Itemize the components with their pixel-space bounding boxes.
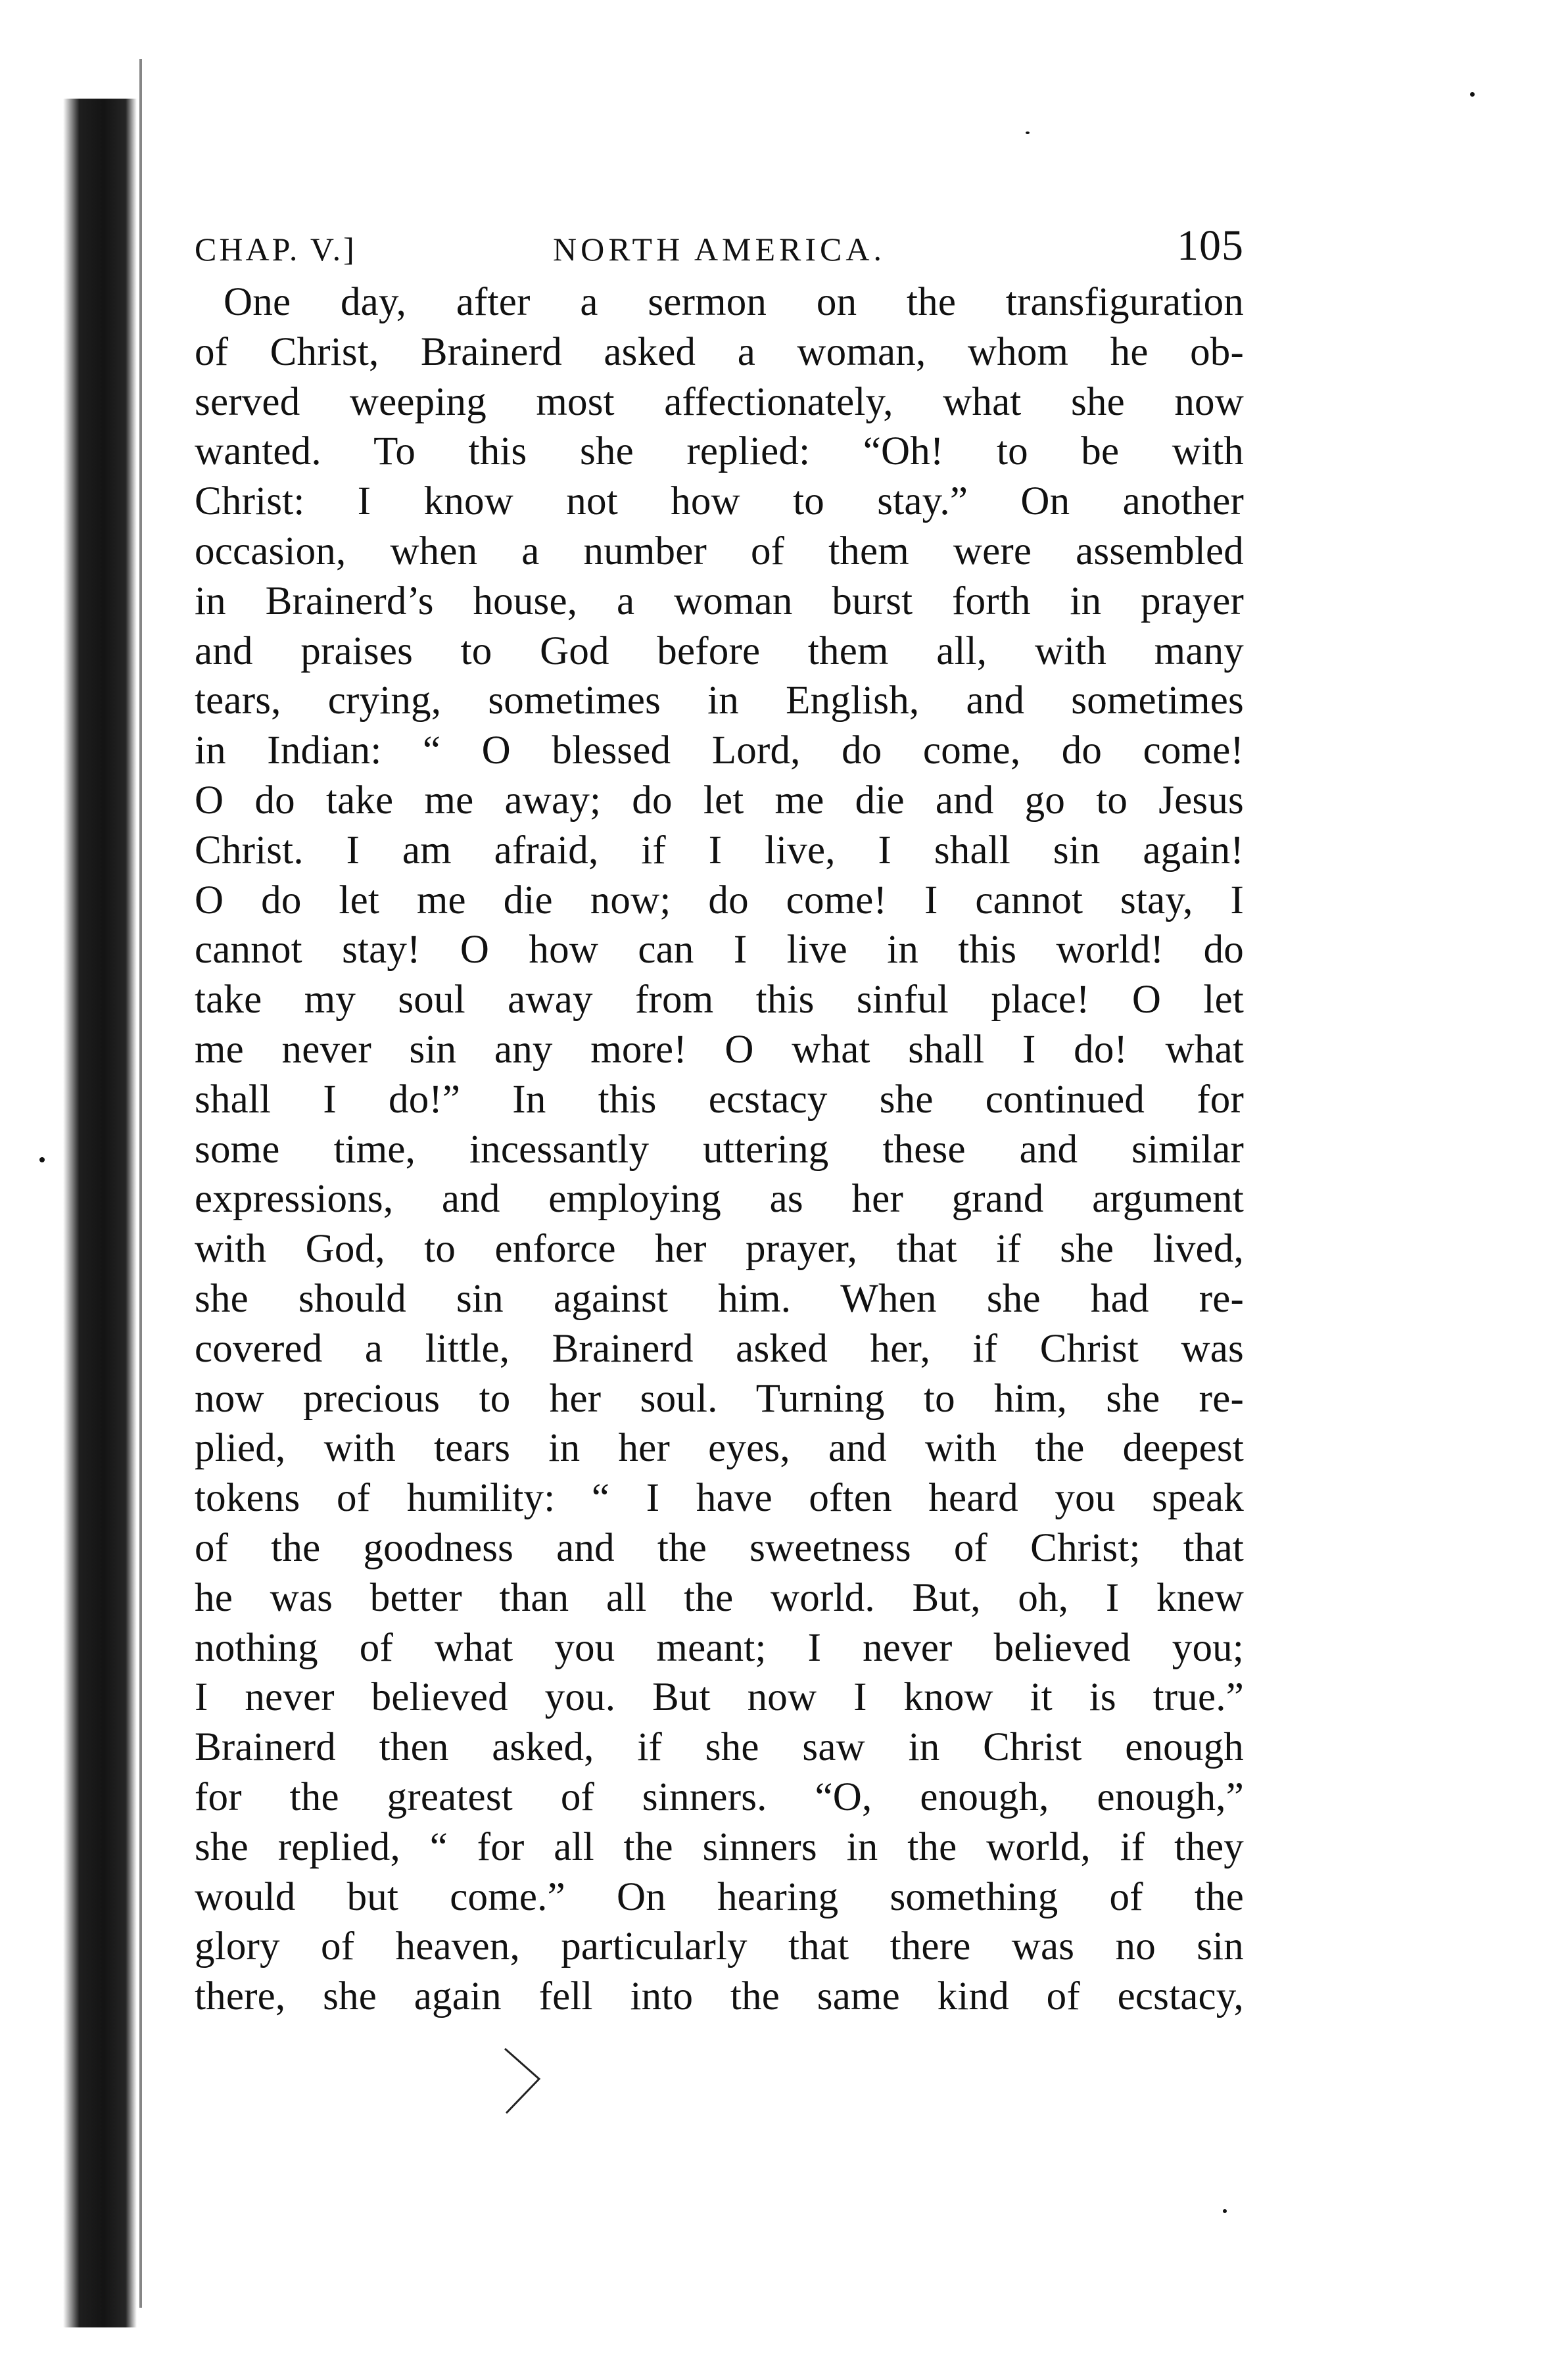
text-line: and praises to God before them all, with many <box>195 629 1244 673</box>
text-line: there, she again fell into the same kind of ecstacy, <box>195 1974 1244 2019</box>
text-line: tokens of humility: “ I have often heard you speak <box>195 1476 1244 1521</box>
text-line: occasion, when a number of them were assembled <box>195 529 1244 573</box>
scan-speck <box>1223 2209 1227 2213</box>
text-line: me never sin any more! O what shall I do! what <box>195 1027 1244 1072</box>
text-line: Brainerd then asked, if she saw in Christ enough <box>195 1725 1244 1770</box>
text-line: O do take me away; do let me die and go to Jesus <box>195 778 1244 822</box>
text-line: wanted. To this she replied: “Oh! to be with <box>195 429 1244 474</box>
text-line: some time, incessantly uttering these and similar <box>195 1127 1244 1172</box>
chapter-label: CHAP. V.] <box>195 231 357 268</box>
text-line: now precious to her soul. Turning to him, she re- <box>195 1376 1244 1421</box>
text-line: for the greatest of sinners. “O, enough, enough,” <box>195 1775 1244 1819</box>
text-line: nothing of what you meant; I never believed you; <box>195 1625 1244 1670</box>
signature-mark-icon <box>500 2045 546 2117</box>
text-line: Christ: I know not how to stay.” On another <box>195 479 1244 524</box>
text-line: Christ. I am afraid, if I live, I shall sin again! <box>195 828 1244 872</box>
text-line: in Indian: “ O blessed Lord, do come, do come! <box>195 728 1244 773</box>
text-line: would but come.” On hearing something of the <box>195 1874 1244 1919</box>
text-line: with God, to enforce her prayer, that if she lived, <box>195 1227 1244 1272</box>
scan-speck <box>1470 92 1475 97</box>
scan-speck <box>39 1157 45 1162</box>
scan-speck <box>1026 131 1030 134</box>
text-line: in Brainerd’s house, a woman burst forth in prayer <box>195 579 1244 623</box>
text-line: expressions, and employing as her grand argument <box>195 1177 1244 1222</box>
text-line: I never believed you. But now I know it is true.” <box>195 1675 1244 1720</box>
text-line: tears, crying, sometimes in English, and sometimes <box>195 679 1244 723</box>
text-line: of Christ, Brainerd asked a woman, whom he ob- <box>195 329 1244 374</box>
text-line: cannot stay! O how can I live in this world! do <box>195 928 1244 972</box>
text-line: covered a little, Brainerd asked her, if Christ was <box>195 1326 1244 1371</box>
body-text <box>195 277 1244 2022</box>
text-line: he was better than all the world. But, oh, I knew <box>195 1575 1244 1620</box>
text-line: O do let me die now; do come! I cannot stay, I <box>195 878 1244 922</box>
text-line: served weeping most affectionately, what she now <box>195 379 1244 424</box>
binding-shadow <box>63 99 137 2327</box>
text-line: she should sin against him. When she had re- <box>195 1276 1244 1321</box>
text-line: plied, with tears in her eyes, and with the deepest <box>195 1426 1244 1471</box>
text-line: glory of heaven, particularly that there was no sin <box>195 1924 1244 1969</box>
running-head <box>195 217 1244 277</box>
text-line: One day, after a sermon on the transfiguration <box>224 280 1244 324</box>
running-title: NORTH AMERICA. <box>552 231 886 268</box>
text-line: of the goodness and the sweetness of Christ; that <box>195 1525 1244 1570</box>
text-line: take my soul away from this sinful place! O let <box>195 978 1244 1022</box>
binding-edge-line <box>139 59 142 2308</box>
text-line: she replied, “ for all the sinners in the world, if they <box>195 1824 1244 1869</box>
text-line: shall I do!” In this ecstacy she continued for <box>195 1077 1244 1122</box>
page-number: 105 <box>1177 222 1244 270</box>
book-page <box>195 217 1244 2022</box>
